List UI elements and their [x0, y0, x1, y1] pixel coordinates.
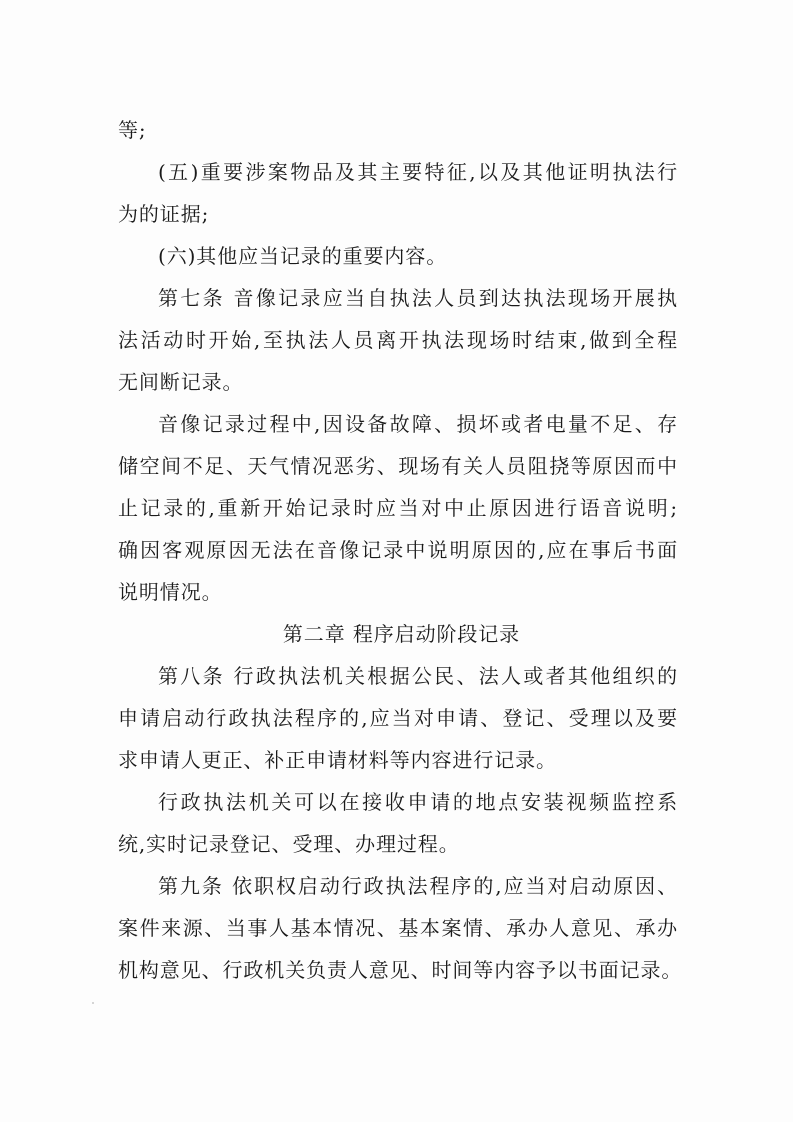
text-line: 音像记录过程中,因设备故障、损坏或者电量不足、存 [158, 412, 678, 436]
text-line: 求申请人更正、补正申请材料等内容进行记录。 [118, 748, 557, 772]
text-line: 确因客观原因无法在音像记录中说明原因的,应在事后书面 [118, 538, 678, 562]
text-line: 为的证据; [118, 202, 210, 226]
text-line: 案件来源、当事人基本情况、基本案情、承办人意见、承办 [118, 916, 678, 940]
text-line: 等; [118, 118, 147, 142]
chapter-heading: 第二章 程序启动阶段记录 [282, 622, 521, 646]
article-7-title-line: 第七条 音像记录应当自执法人员到达执法现场开展执 [158, 286, 678, 310]
article-8-title-line: 第八条 行政执法机关根据公民、法人或者其他组织的 [158, 664, 678, 688]
text-line: 储空间不足、天气情况恶劣、现场有关人员阻挠等原因而中 [118, 454, 678, 478]
text-line: 止记录的,重新开始记录时应当对中止原因进行语音说明; [118, 496, 678, 520]
text-line: 机构意见、行政机关负责人意见、时间等内容予以书面记录。 [118, 958, 683, 982]
text-line: (五)重要涉案物品及其主要特征,以及其他证明执法行 [158, 160, 678, 184]
text-line: (六)其他应当记录的重要内容。 [158, 244, 448, 268]
text-line: 统,实时记录登记、受理、办理过程。 [118, 832, 460, 856]
text-line: 说明情况。 [118, 580, 223, 604]
scan-speck [92, 1002, 94, 1004]
text-line: 行政执法机关可以在接收申请的地点安装视频监控系 [158, 790, 678, 814]
text-line: 法活动时开始,至执法人员离开执法现场时结束,做到全程 [118, 328, 678, 352]
text-line: 申请启动行政执法程序的,应当对申请、登记、受理以及要 [118, 706, 678, 730]
text-line: 无间断记录。 [118, 370, 244, 394]
article-9-title-line: 第九条 依职权启动行政执法程序的,应当对启动原因、 [158, 874, 678, 898]
